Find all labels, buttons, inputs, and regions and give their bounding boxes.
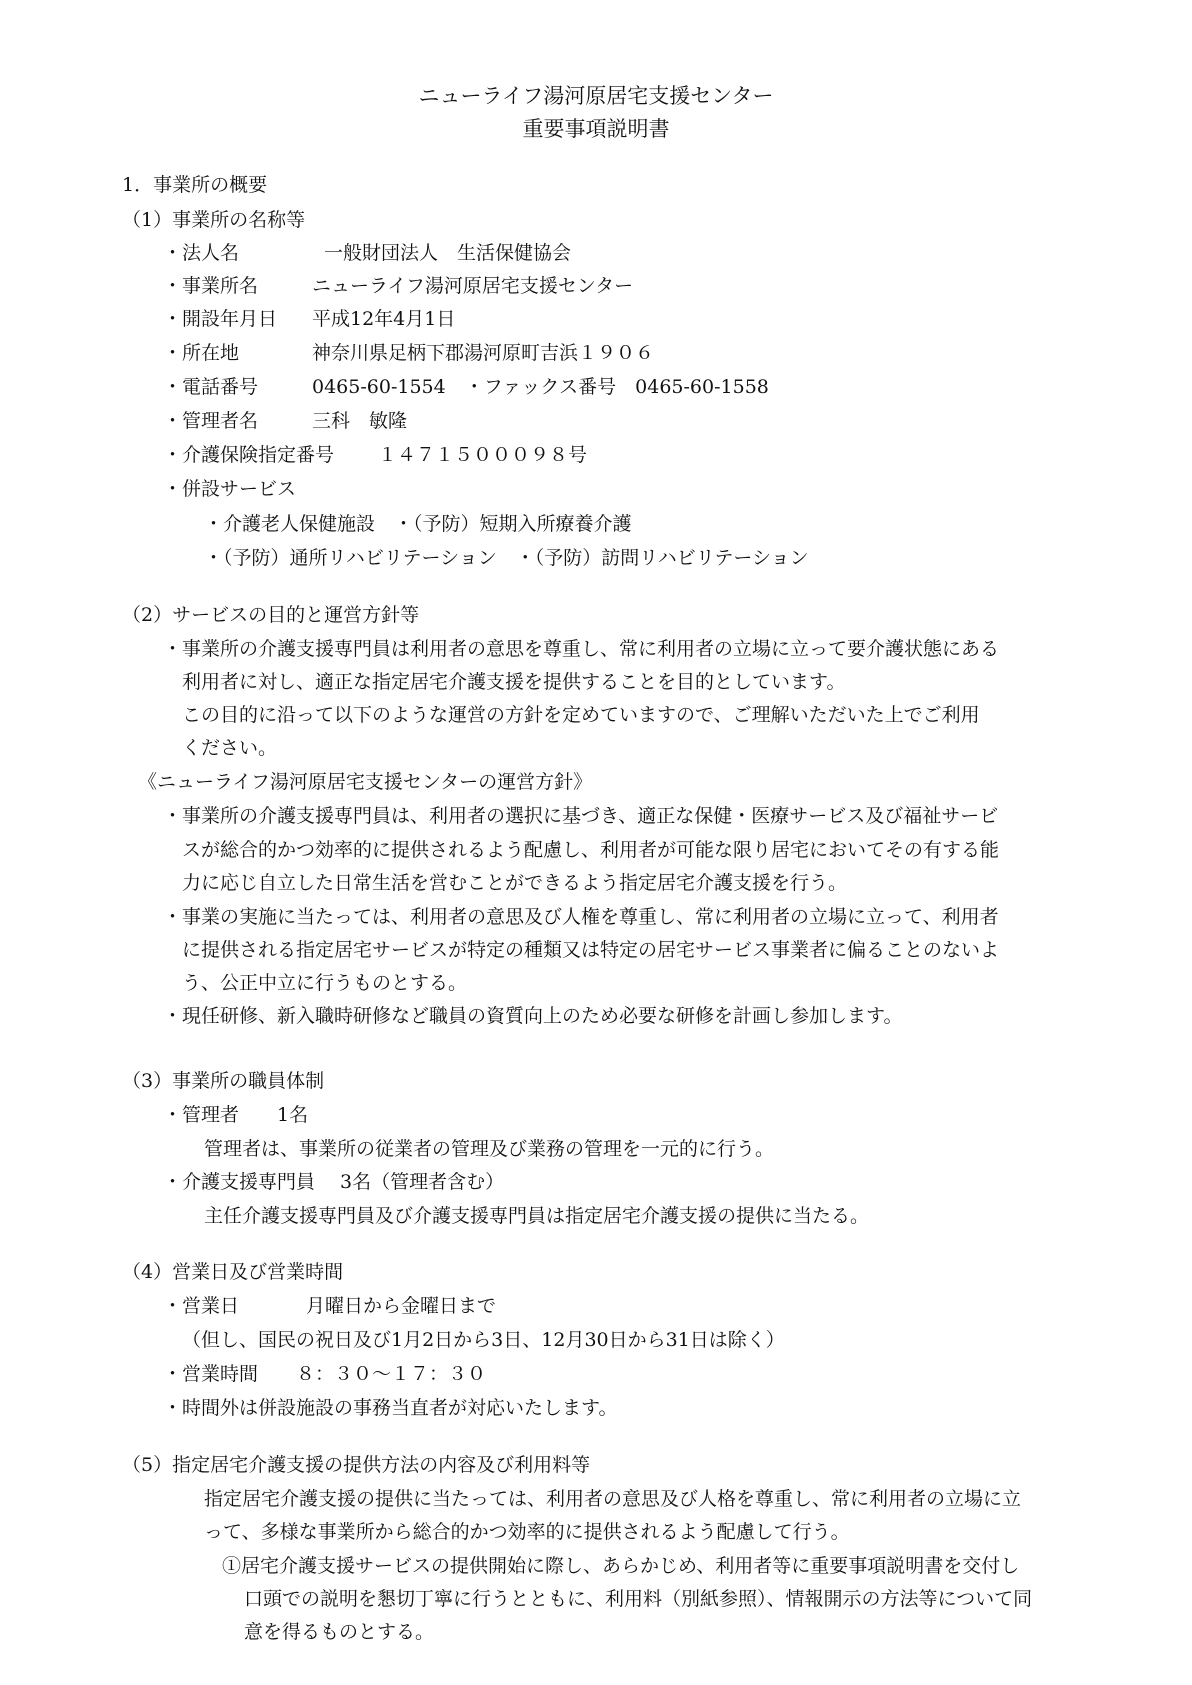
purpose-line-3: この目的に沿って以下のような運営の方針を定めていますので、ご理解いただいた上でご利用 [182,704,980,726]
method-line-5: 意を得るものとする。 [244,1621,435,1643]
purpose-line-1: ・事業所の介護支援専門員は利用者の意思を尊重し、常に利用者の立場に立って要介護状態にある [163,638,1000,660]
staff-manager: ・管理者 1名 [163,1104,309,1126]
section-1-3-heading: （3）事業所の職員体制 [122,1070,325,1092]
purpose-line-2: 利用者に対し、適正な指定居宅介護支援を提供することを目的としています。 [182,671,846,693]
business-hours-value: ８：３０～１７：３０ [296,1363,487,1385]
policy-line-6: う、公正中立に行うものとする。 [182,972,468,994]
section-1-4-heading: （4）営業日及び営業時間 [122,1261,344,1283]
business-days-note: （但し、国民の祝日及び1月2日から3日、12月30日から31日は除く） [182,1329,785,1351]
manager-value: 三科 敏隆 [312,410,408,432]
method-line-3: ①居宅介護支援サービスの提供開始に際し、あらかじめ、利用者等に重要事項説明書を交付し [222,1555,1020,1577]
document-title: ニューライフ湯河原居宅支援センター [418,84,774,108]
policy-line-7: ・現任研修、新入職時研修など職員の資質向上のため必要な研修を計画し参加します。 [163,1005,903,1027]
staff-manager-desc: 管理者は、事業所の従業者の管理及び業務の管理を一元的に行う。 [204,1138,775,1160]
staff-care-managers-desc: 主任介護支援専門員及び介護支援専門員は指定居宅介護支援の提供に当たる。 [204,1205,870,1227]
business-days-label: ・営業日 [163,1295,240,1317]
attached-services-line2: ・（予防）通所リハビリテーション ・（予防）訪問リハビリテーション [204,547,809,569]
purpose-line-4: ください。 [182,737,278,759]
phone-fax-value: 0465-60-1554 ・ファックス番号 0465-60-1558 [312,376,769,398]
insurance-number-label: ・介護保険指定番号 [163,444,335,466]
policy-line-4: ・事業の実施に当たっては、利用者の意思及び人権を尊重し、常に利用者の立場に立って、利用者 [163,906,999,928]
document-subtitle: 重要事項説明書 [522,117,670,141]
policy-line-5: に提供される指定居宅サービスが特定の種類又は特定の居宅サービス事業者に偏ることのないよ [182,939,1000,961]
section-1-2-heading: （2）サービスの目的と運営方針等 [122,604,420,626]
staff-care-managers: ・介護支援専門員 3名（管理者含む） [163,1171,505,1193]
policy-heading: 《ニューライフ湯河原居宅支援センターの運営方針》 [138,771,593,793]
policy-line-3: 力に応じ自立した日常生活を営むことができるよう指定居宅介護支援を行う。 [182,872,848,894]
method-line-2: って、多様な事業所から総合的かつ効率的に提供されるよう配慮して行う。 [204,1521,850,1543]
address-value: 神奈川県足柄下郡湯河原町吉浜１９０６ [312,342,655,364]
after-hours-note: ・時間外は併設施設の事務当直者が対応いたします。 [163,1397,618,1419]
manager-label: ・管理者名 [163,410,259,432]
office-label: ・事業所名 [163,275,259,297]
policy-line-2: スが総合的かつ効率的に提供されるよう配慮し、利用者が可能な限り居宅においてその有する能 [182,839,1000,861]
insurance-number-value: １４７１５０００９８号 [378,444,588,466]
method-line-4: 口頭での説明を懇切丁寧に行うとともに、利用料（別紙参照）、情報開示の方法等について同 [244,1588,1033,1610]
phone-label: ・電話番号 [163,376,259,398]
corp-value: 一般財団法人 生活保健協会 [324,242,572,264]
method-line-1: 指定居宅介護支援の提供に当たっては、利用者の意思及び人格を尊重し、常に利用者の立場に立 [204,1488,1022,1510]
office-value: ニューライフ湯河原居宅支援センター [312,275,634,297]
open-date-value: 平成12年4月1日 [312,308,456,330]
corp-label: ・法人名 [163,242,240,264]
section-1-heading: 1．事業所の概要 [122,174,268,196]
business-days-value: 月曜日から金曜日まで [306,1295,497,1317]
attached-services-label: ・併設サービス [163,478,297,500]
attached-services-line1: ・介護老人保健施設 ・（予防）短期入所療養介護 [204,513,632,535]
address-label: ・所在地 [163,342,240,364]
section-1-5-heading: （5）指定居宅介護支援の提供方法の内容及び利用料等 [122,1454,591,1476]
policy-line-1: ・事業所の介護支援専門員は、利用者の選択に基づき、適正な保健・医療サービス及び福祉サービ [163,805,999,827]
open-date-label: ・開設年月日 [163,308,278,330]
business-hours-label: ・営業時間 [163,1363,259,1385]
section-1-1-heading: （1）事業所の名称等 [122,209,306,231]
